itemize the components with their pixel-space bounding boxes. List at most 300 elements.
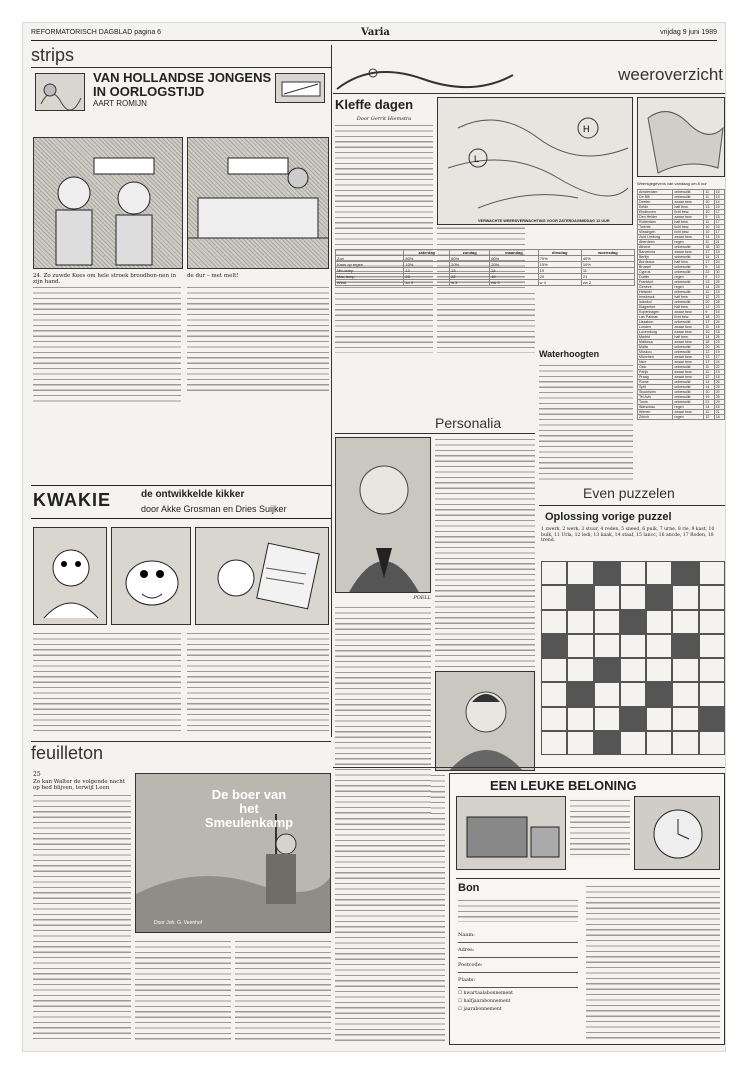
- masthead-left: REFORMATORISCH DAGBLAD pagina 6: [31, 29, 162, 36]
- weather-day-header: zaterdag: [404, 250, 450, 256]
- weather-cell: 40%: [581, 256, 634, 262]
- coupon-field-name[interactable]: [458, 928, 578, 943]
- masthead-right: vrijdag 9 juni 1989: [660, 29, 717, 36]
- city-name: Deelen: [638, 200, 673, 205]
- city-name: Wenen: [638, 410, 673, 415]
- city-temperature: 14: [704, 285, 714, 290]
- city-temperature: 21: [714, 410, 724, 415]
- cities-table-title: Weersgegevens van vandaag om 8 uur: [637, 181, 707, 186]
- city-weather: zwaar bew.: [673, 200, 704, 205]
- city-weather: licht bew.: [673, 315, 704, 320]
- city-temperature: 13: [704, 205, 714, 210]
- city-temperature: 26: [714, 380, 724, 385]
- city-name: Klagenfurt: [638, 305, 673, 310]
- comic2-caption-left-text: [33, 631, 181, 731]
- weather-cell: 60%: [490, 256, 538, 262]
- city-temperature: 28: [714, 300, 724, 305]
- city-weather: onbewolkt: [673, 350, 704, 355]
- feuilleton-text-col-3: [235, 939, 331, 1043]
- comic1-banner-illustration: [35, 73, 85, 111]
- city-name: Innsbruck: [638, 295, 673, 300]
- city-name: Split: [638, 385, 673, 390]
- city-temperature: 26: [714, 345, 724, 350]
- city-name: Mallorca: [638, 340, 673, 345]
- weather-cell: 14: [490, 268, 538, 274]
- comic1-panel-1: [33, 137, 183, 269]
- city-name: Luxemburg: [638, 330, 673, 335]
- city-name: Amsterdam: [638, 190, 673, 195]
- city-temperature: 24: [714, 320, 724, 325]
- city-temperature: 15: [714, 195, 724, 200]
- weather-day-header: woensdag: [581, 250, 634, 256]
- masthead: [31, 27, 717, 41]
- city-weather: zwaar bew.: [673, 340, 704, 345]
- weather-cell: 23: [404, 274, 450, 280]
- city-temperature: 19: [714, 250, 724, 255]
- weather-header: [333, 61, 725, 93]
- city-temperature: 18: [714, 330, 724, 335]
- city-weather: half bew.: [673, 220, 704, 225]
- ad-box: [449, 773, 725, 1045]
- city-name: Rotterdam: [638, 220, 673, 225]
- city-temperature: 11: [704, 410, 714, 415]
- city-name: Nice: [638, 360, 673, 365]
- weather-day-header: dinsdag: [538, 250, 581, 256]
- city-name: Bordeaux: [638, 260, 673, 265]
- city-name: Tunis: [638, 400, 673, 405]
- city-weather: onbewolkt: [673, 195, 704, 200]
- svg-text:L: L: [474, 154, 480, 164]
- city-temperature: 30: [714, 270, 724, 275]
- feuilleton-illustration: [135, 773, 331, 933]
- comic1-caption-right-text: [187, 285, 329, 393]
- city-temperature: 15: [714, 225, 724, 230]
- city-weather: onbewolkt: [673, 245, 704, 250]
- city-weather: regen: [673, 285, 704, 290]
- city-name: Malta: [638, 345, 673, 350]
- city-temperature: 16: [714, 325, 724, 330]
- city-temperature: 19: [704, 395, 714, 400]
- newspaper-page: [22, 22, 726, 1052]
- city-temperature: 9: [704, 265, 714, 270]
- city-temperature: 17: [714, 355, 724, 360]
- feuilleton-section-label: feuilleton: [31, 743, 104, 763]
- city-name: Parijs: [638, 370, 673, 375]
- personalia-photo-1: [335, 437, 431, 593]
- city-temperature: 10: [704, 225, 714, 230]
- coupon-option[interactable]: ☐ jaarabonnement: [458, 1007, 502, 1012]
- comic1-author: AART ROMIJN: [93, 99, 147, 108]
- city-temperature: 13: [704, 280, 714, 285]
- coupon-field-label: Naam:: [458, 932, 475, 938]
- city-temperature: 19: [714, 370, 724, 375]
- city-temperature: 19: [714, 350, 724, 355]
- europe-map: [637, 97, 725, 177]
- feuilleton-author: Door Joh. G. Veenhof: [154, 920, 203, 926]
- city-name: Moskou: [638, 350, 673, 355]
- weather-article-title: Kleffe dagen: [335, 97, 414, 112]
- weather-cell: 10%: [404, 262, 450, 268]
- coupon-right-text: [586, 884, 720, 1040]
- personalia-text-col-2: [435, 437, 535, 667]
- city-weather: zwaar bew.: [673, 325, 704, 330]
- city-weather: half bew.: [673, 335, 704, 340]
- weather-row-label: Min.temp: [336, 268, 404, 274]
- weather-cell: zw 2: [581, 280, 634, 286]
- city-temperature: 20: [704, 300, 714, 305]
- city-temperature: 10: [704, 330, 714, 335]
- weather-map-caption: VERWACHTE WEERSVERWACHTING VOOR ZATERDAGMIDDAG 12 UUR: [478, 219, 610, 223]
- city-weather: zwaar bew.: [673, 235, 704, 240]
- city-name: Genève: [638, 285, 673, 290]
- city-temperature: 21: [704, 400, 714, 405]
- city-weather: half bew.: [673, 295, 704, 300]
- puzzle-title: Oplossing vorige puzzel: [545, 511, 672, 523]
- city-temperature: 25: [714, 335, 724, 340]
- ad-title: EEN LEUKE BELONING: [490, 778, 637, 793]
- city-weather: zwaar bew.: [673, 310, 704, 315]
- city-temperature: 18: [704, 245, 714, 250]
- weather-row-label: Wind: [336, 280, 404, 286]
- city-temperature: 17: [704, 360, 714, 365]
- feuilleton-number: 25: [33, 771, 41, 778]
- city-name: Rome: [638, 380, 673, 385]
- city-weather: onbewolkt: [673, 345, 704, 350]
- city-temperature: 14: [704, 405, 714, 410]
- city-temperature: 20: [704, 345, 714, 350]
- city-weather: onbewolkt: [673, 395, 704, 400]
- comic1-caption-right: de dur – met melt!: [187, 273, 239, 279]
- city-name: Zürich: [638, 415, 673, 420]
- weather-cell: 13: [450, 268, 490, 274]
- personalia-section-label: Personalia: [435, 415, 502, 431]
- weather-cell: 20: [538, 274, 581, 280]
- city-weather: onbewolkt: [673, 380, 704, 385]
- ad-product-image: [456, 796, 566, 870]
- city-temperature: 10: [704, 230, 714, 235]
- city-temperature: 25: [714, 280, 724, 285]
- city-temperature: 14: [704, 335, 714, 340]
- comic2-panel-2: [111, 527, 191, 625]
- weather-cell: w 3: [450, 280, 490, 286]
- city-temperature: 11: [704, 190, 714, 195]
- city-name: Aberdeen: [638, 240, 673, 245]
- city-temperature: 15: [714, 205, 724, 210]
- city-name: Eelde: [638, 205, 673, 210]
- city-weather: half bew.: [673, 205, 704, 210]
- comic1-caption-left-text: [33, 285, 181, 403]
- comic2-panel-3: [195, 527, 329, 625]
- weather-cell: 10%: [581, 262, 634, 268]
- feuilleton-text-col-2: [135, 939, 231, 1043]
- city-temperature: 12: [704, 305, 714, 310]
- crossword-grid: [541, 561, 725, 755]
- city-weather: licht bew.: [673, 225, 704, 230]
- city-temperature: 13: [704, 355, 714, 360]
- city-temperature: 9: [704, 275, 714, 280]
- city-weather: zwaar bew.: [673, 330, 704, 335]
- city-weather: onbewolkt: [673, 255, 704, 260]
- city-temperature: 28: [714, 395, 724, 400]
- city-name: Twente: [638, 225, 673, 230]
- weather-cell: 10: [538, 268, 581, 274]
- city-temperature: 11: [704, 325, 714, 330]
- coupon-intro-text: [458, 898, 578, 922]
- city-name: Tel Aviv: [638, 395, 673, 400]
- city-name: Athene: [638, 245, 673, 250]
- city-temperature: 17: [714, 220, 724, 225]
- city-row: [638, 415, 725, 420]
- weather-forecast-table: [335, 249, 635, 286]
- city-weather: onbewolkt: [673, 385, 704, 390]
- city-temperature: 23: [714, 315, 724, 320]
- city-name: Berlijn: [638, 255, 673, 260]
- city-name: Londen: [638, 325, 673, 330]
- weather-cell: 20%: [490, 262, 538, 268]
- comic1-logo: [275, 73, 325, 103]
- waterhoogten-text: [539, 363, 633, 481]
- weather-article-col-4: [437, 291, 535, 353]
- city-temperature: 30: [714, 245, 724, 250]
- puzzle-solution: 1 zwerk, 2 werk, 3 stuur, 4 reden, 5 sneed, 6 puik, 7 urne, 8 rie, 9 kast, 10 bulk, 11 Urla, 12 ledi, 13 kaak, 14 staaf, 15 lancc, 16 ancde, 17 Roden, 18 trend.: [541, 527, 715, 544]
- comic2-subtitle: de ontwikkelde kikker: [141, 489, 245, 500]
- city-temperature: 25: [714, 285, 724, 290]
- city-name: Zuid Limburg: [638, 235, 673, 240]
- svg-text:H: H: [583, 124, 590, 134]
- city-weather: zwaar bew.: [673, 250, 704, 255]
- feuilleton-first-line: Zo kan Walter de volgende nacht op bed blijven, terwijl Leen: [33, 779, 126, 791]
- city-temperature: 18: [714, 265, 724, 270]
- city-weather: licht bew.: [673, 230, 704, 235]
- city-name: Warschau: [638, 405, 673, 410]
- city-name: Helsinki: [638, 290, 673, 295]
- city-name: Frankfurt: [638, 280, 673, 285]
- cities-table: [637, 189, 725, 443]
- weather-cell: 12: [404, 268, 450, 274]
- city-temperature: 23: [714, 340, 724, 345]
- coupon-option[interactable]: ☐ kwartaalabonnement: [458, 991, 513, 996]
- city-temperature: 23: [714, 295, 724, 300]
- city-weather: onbewolkt: [673, 270, 704, 275]
- city-weather: onbewolkt: [673, 190, 704, 195]
- city-temperature: 9: [704, 215, 714, 220]
- coupon-field-address[interactable]: [458, 943, 578, 958]
- coupon-option-label: halfjaarabonnement: [463, 999, 511, 1004]
- city-name: Las Palmas: [638, 315, 673, 320]
- coupon-field-label: Postcode:: [458, 962, 483, 968]
- weather-cell: 60%: [450, 256, 490, 262]
- city-temperature: 24: [714, 360, 724, 365]
- city-temperature: 10: [704, 210, 714, 215]
- city-temperature: 20: [714, 390, 724, 395]
- weather-cell: 11: [581, 268, 634, 274]
- city-temperature: 23: [714, 305, 724, 310]
- weather-cell: zo 3: [404, 280, 450, 286]
- city-temperature: 14: [704, 255, 714, 260]
- weather-row-label: Zon: [336, 256, 404, 262]
- ad-intro-text: [570, 798, 630, 858]
- city-weather: zwaar bew.: [673, 360, 704, 365]
- comic2-banner: [31, 485, 331, 519]
- city-temperature: 16: [714, 405, 724, 410]
- city-temperature: 21: [714, 240, 724, 245]
- city-temperature: 17: [714, 210, 724, 215]
- comic2-panel-1: [33, 527, 107, 625]
- city-weather: licht bew.: [673, 210, 704, 215]
- city-name: De Bilt: [638, 195, 673, 200]
- city-weather: onbewolkt: [673, 320, 704, 325]
- city-temperature: 22: [714, 365, 724, 370]
- city-name: München: [638, 355, 673, 360]
- comic2-author: door Akke Grosman en Dries Suijker: [141, 504, 287, 514]
- weather-cell: 21: [581, 274, 634, 280]
- city-temperature: 18: [714, 415, 724, 420]
- city-temperature: 14: [704, 380, 714, 385]
- city-name: Oslo: [638, 365, 673, 370]
- city-temperature: 11: [704, 365, 714, 370]
- city-name: Brussel: [638, 265, 673, 270]
- weather-cell: 19: [490, 274, 538, 280]
- weather-row-label: Max.temp: [336, 274, 404, 280]
- city-temperature: 16: [714, 190, 724, 195]
- city-weather: half bew.: [673, 260, 704, 265]
- city-weather: onbewolkt: [673, 400, 704, 405]
- weather-cell: 22: [450, 274, 490, 280]
- coupon-title: Bon: [458, 882, 480, 894]
- city-temperature: 11: [704, 195, 714, 200]
- city-weather: zwaar bew.: [673, 215, 704, 220]
- city-temperature: 19: [714, 290, 724, 295]
- weather-day-header: zondag: [450, 250, 490, 256]
- city-temperature: 21: [714, 255, 724, 260]
- weather-row-label: Kans op regen: [336, 262, 404, 268]
- city-name: Kopenhagen: [638, 310, 673, 315]
- city-weather: onbewolkt: [673, 265, 704, 270]
- weather-cell: nw 3: [490, 280, 538, 286]
- weather-section-label: weeroverzicht: [618, 65, 723, 84]
- city-weather: onbewolkt: [673, 365, 704, 370]
- city-temperature: 17: [704, 260, 714, 265]
- city-temperature: 22: [704, 270, 714, 275]
- weather-cell: w 4: [538, 280, 581, 286]
- city-name: Den Helder: [638, 215, 673, 220]
- city-name: Cyprus: [638, 270, 673, 275]
- city-temperature: 17: [714, 230, 724, 235]
- coupon-option-label: kwartaalabonnement: [463, 991, 513, 996]
- coupon-field-city[interactable]: [458, 973, 578, 988]
- comic1-caption-left: 24. Zo zuwde Kees om hele stroek broodbon-nen in zijn hand.: [33, 273, 177, 285]
- city-temperature: 29: [714, 400, 724, 405]
- city-weather: regen: [673, 275, 704, 280]
- weather-article-author: Door Gerrit Hiemstra: [356, 116, 412, 122]
- city-name: Praag: [638, 375, 673, 380]
- city-weather: half bew.: [673, 305, 704, 310]
- weather-cell: 20%: [450, 262, 490, 268]
- city-temperature: 11: [704, 240, 714, 245]
- personalia-photo-2: [435, 671, 535, 771]
- city-name: Madrid: [638, 335, 673, 340]
- city-temperature: 12: [704, 375, 714, 380]
- comic1-title-line2: IN OORLOGSTIJD: [93, 84, 205, 99]
- comic1-banner: [93, 71, 293, 113]
- personalia-text-col-1: [335, 605, 431, 815]
- city-temperature: 12: [704, 295, 714, 300]
- weather-cell: 70%: [538, 256, 581, 262]
- city-temperature: 18: [704, 315, 714, 320]
- city-name: Eindhoven: [638, 210, 673, 215]
- comic1-panel-2: [187, 137, 329, 269]
- coupon-option[interactable]: ☐ halfjaarabonnement: [458, 999, 511, 1004]
- city-temperature: 25: [714, 385, 724, 390]
- city-weather: zwaar bew.: [673, 375, 704, 380]
- city-temperature: 17: [704, 250, 714, 255]
- city-weather: onbewolkt: [673, 290, 704, 295]
- city-temperature: 9: [704, 310, 714, 315]
- weather-map: [437, 97, 633, 225]
- city-weather: zwaar bew.: [673, 355, 704, 360]
- city-temperature: 12: [714, 275, 724, 280]
- comic2-caption-right-text: [187, 631, 329, 731]
- coupon-options: [458, 990, 578, 1014]
- city-temperature: 14: [704, 235, 714, 240]
- weather-day-header: maandag: [490, 250, 538, 256]
- city-weather: zwaar bew.: [673, 410, 704, 415]
- feuilleton-book-title: De boer van het Smeulenkamp: [204, 787, 294, 830]
- city-name: Vlissingen: [638, 230, 673, 235]
- masthead-center: Varia: [361, 27, 390, 38]
- strips-section-label: strips: [31, 45, 75, 65]
- city-weather: onbewolkt: [673, 390, 704, 395]
- city-temperature: 15: [714, 235, 724, 240]
- city-temperature: 10: [704, 200, 714, 205]
- city-temperature: 11: [704, 370, 714, 375]
- city-name: Barcelona: [638, 250, 673, 255]
- city-name: Lissabon: [638, 320, 673, 325]
- coupon-option-label: jaarabonnement: [463, 1007, 502, 1012]
- city-temperature: 14: [714, 200, 724, 205]
- city-temperature: 12: [704, 415, 714, 420]
- city-weather: onbewolkt: [673, 280, 704, 285]
- city-temperature: 18: [704, 340, 714, 345]
- city-temperature: 18: [714, 375, 724, 380]
- city-weather: zwaar bew.: [673, 370, 704, 375]
- personalia-photo-1-caption: POELL: [413, 595, 431, 601]
- city-name: Istanbul: [638, 300, 673, 305]
- weather-cell: 15%: [538, 262, 581, 268]
- coupon-field-label: Adres:: [458, 947, 475, 953]
- weather-article-col-3: [335, 291, 433, 353]
- comic1-title-line1: VAN HOLLANDSE JONGENS: [93, 70, 272, 85]
- city-temperature: 12: [704, 350, 714, 355]
- city-weather: onbewolkt: [673, 300, 704, 305]
- city-temperature: 15: [714, 215, 724, 220]
- city-name: Dublin: [638, 275, 673, 280]
- city-temperature: 24: [714, 260, 724, 265]
- coupon-field-postcode[interactable]: [458, 958, 578, 973]
- city-weather: regen: [673, 405, 704, 410]
- puzzle-section-label: Even puzzelen: [583, 485, 675, 501]
- city-temperature: 14: [704, 385, 714, 390]
- city-weather: regen: [673, 415, 704, 420]
- feuilleton-text-col-1: [33, 793, 131, 1043]
- city-temperature: 10: [704, 390, 714, 395]
- comic2-title: KWAKIE: [33, 490, 111, 510]
- city-weather: regen: [673, 240, 704, 245]
- city-temperature: 11: [704, 220, 714, 225]
- weather-cell: 80%: [404, 256, 450, 262]
- coupon-field-label: Plaats:: [458, 977, 476, 983]
- waterhoogten-title: Waterhoogten: [539, 349, 600, 359]
